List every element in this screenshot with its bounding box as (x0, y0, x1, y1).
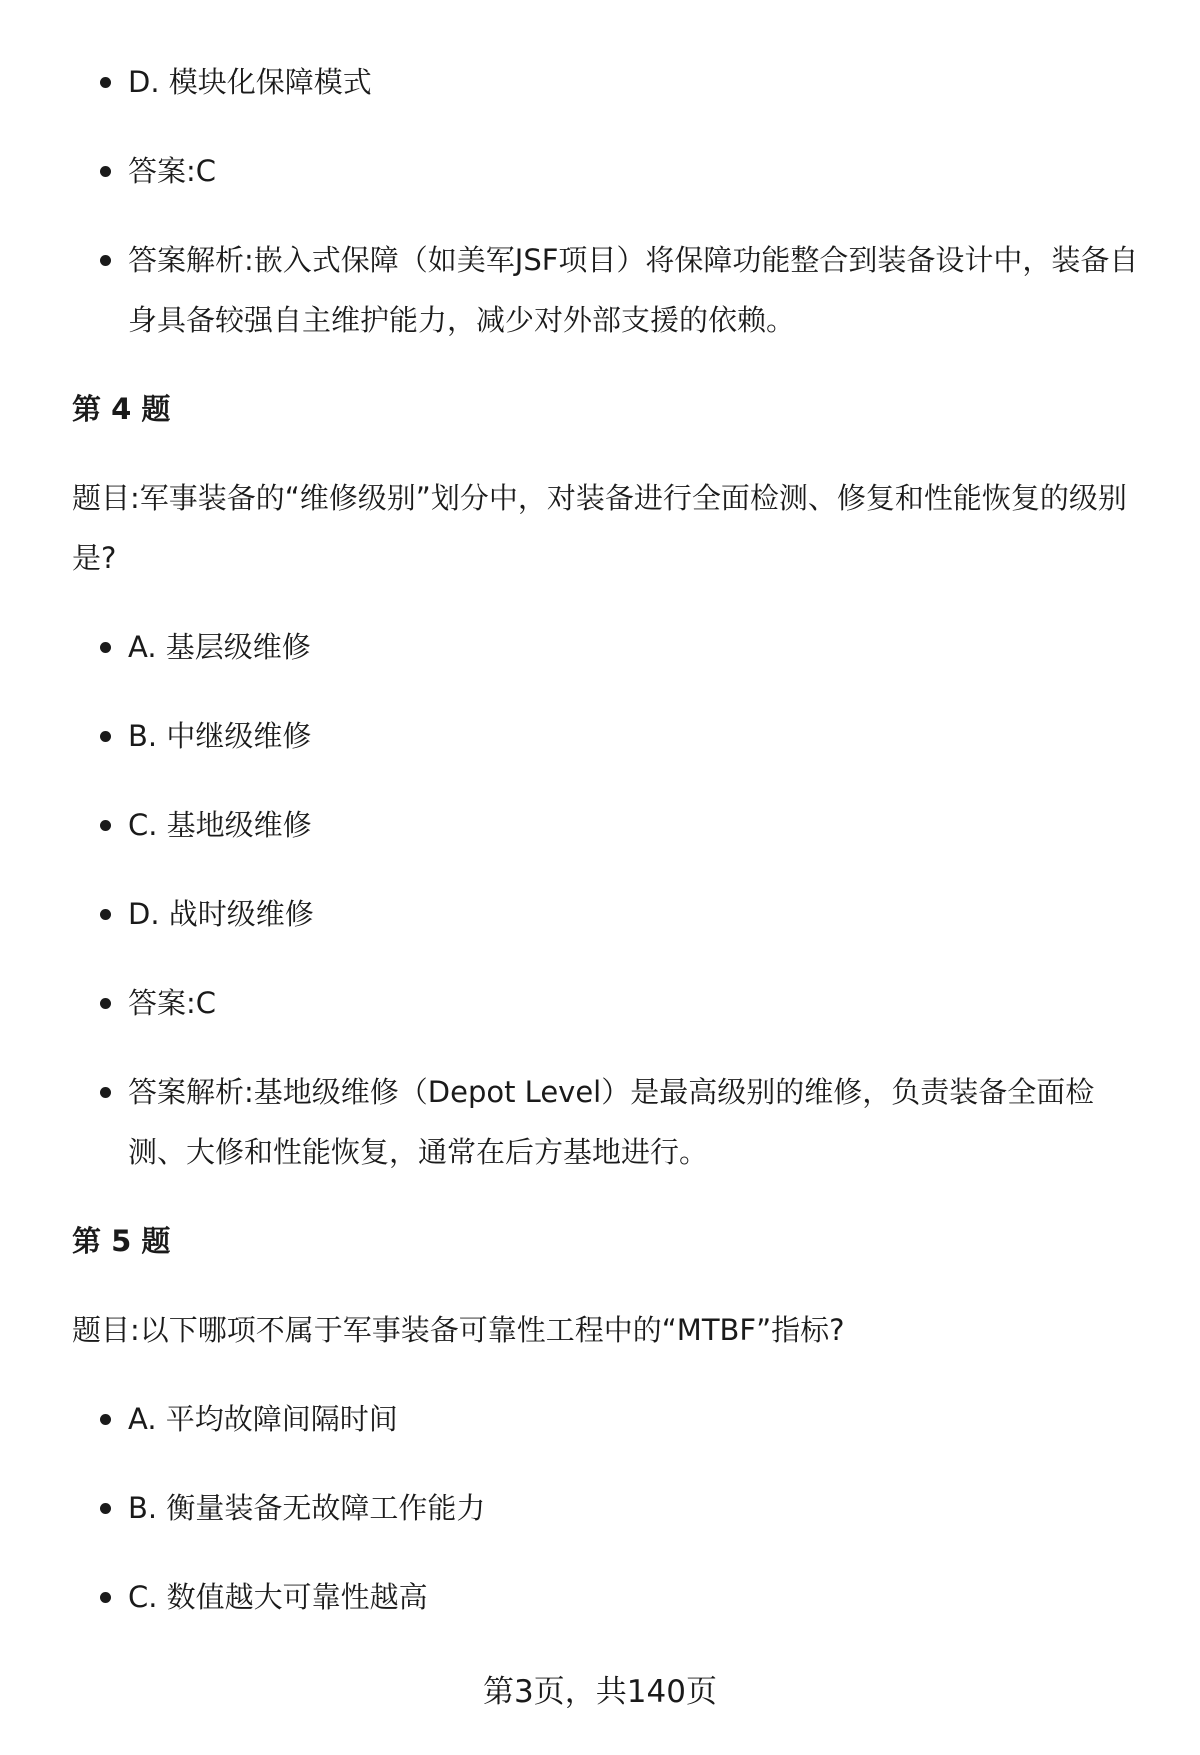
answer-q3: 答案:C (72, 141, 1152, 201)
question-5-title: 第 5 题 (72, 1224, 171, 1258)
question-4-title: 第 4 题 (72, 392, 171, 426)
question-5-stem: 题目:以下哪项不属于军事装备可靠性工程中的“MTBF”指标? (72, 1313, 845, 1347)
question-4-stem: 题目:军事装备的“维修级别”划分中，对装备进行全面检测、修复和性能恢复的级别是? (72, 481, 1127, 575)
q4-option-c: C. 基地级维修 (72, 795, 1152, 855)
q5-option-a: A. 平均故障间隔时间 (72, 1389, 1152, 1449)
answer-q4: 答案:C (72, 973, 1152, 1033)
q4-option-a: A. 基层级维修 (72, 617, 1152, 677)
q5-option-c: C. 数值越大可靠性越高 (72, 1567, 1152, 1627)
explanation-q4: 答案解析:基地级维修（Depot Level）是最高级别的维修，负责装备全面检测、大修和性能恢复，通常在后方基地进行。 (72, 1062, 1152, 1182)
explanation-q3: 答案解析:嵌入式保障（如美军JSF项目）将保障功能整合到装备设计中，装备自身具备较强自主维护能力，减少对外部支援的依赖。 (72, 230, 1152, 350)
q4-option-b: B. 中继级维修 (72, 706, 1152, 766)
option-d-prev: D. 模块化保障模式 (72, 52, 1152, 112)
page-number-footer: 第3页，共140页 (483, 1674, 717, 1710)
q5-option-b: B. 衡量装备无故障工作能力 (72, 1478, 1152, 1538)
page-content (72, 52, 1152, 1656)
q4-option-d: D. 战时级维修 (72, 884, 1152, 944)
